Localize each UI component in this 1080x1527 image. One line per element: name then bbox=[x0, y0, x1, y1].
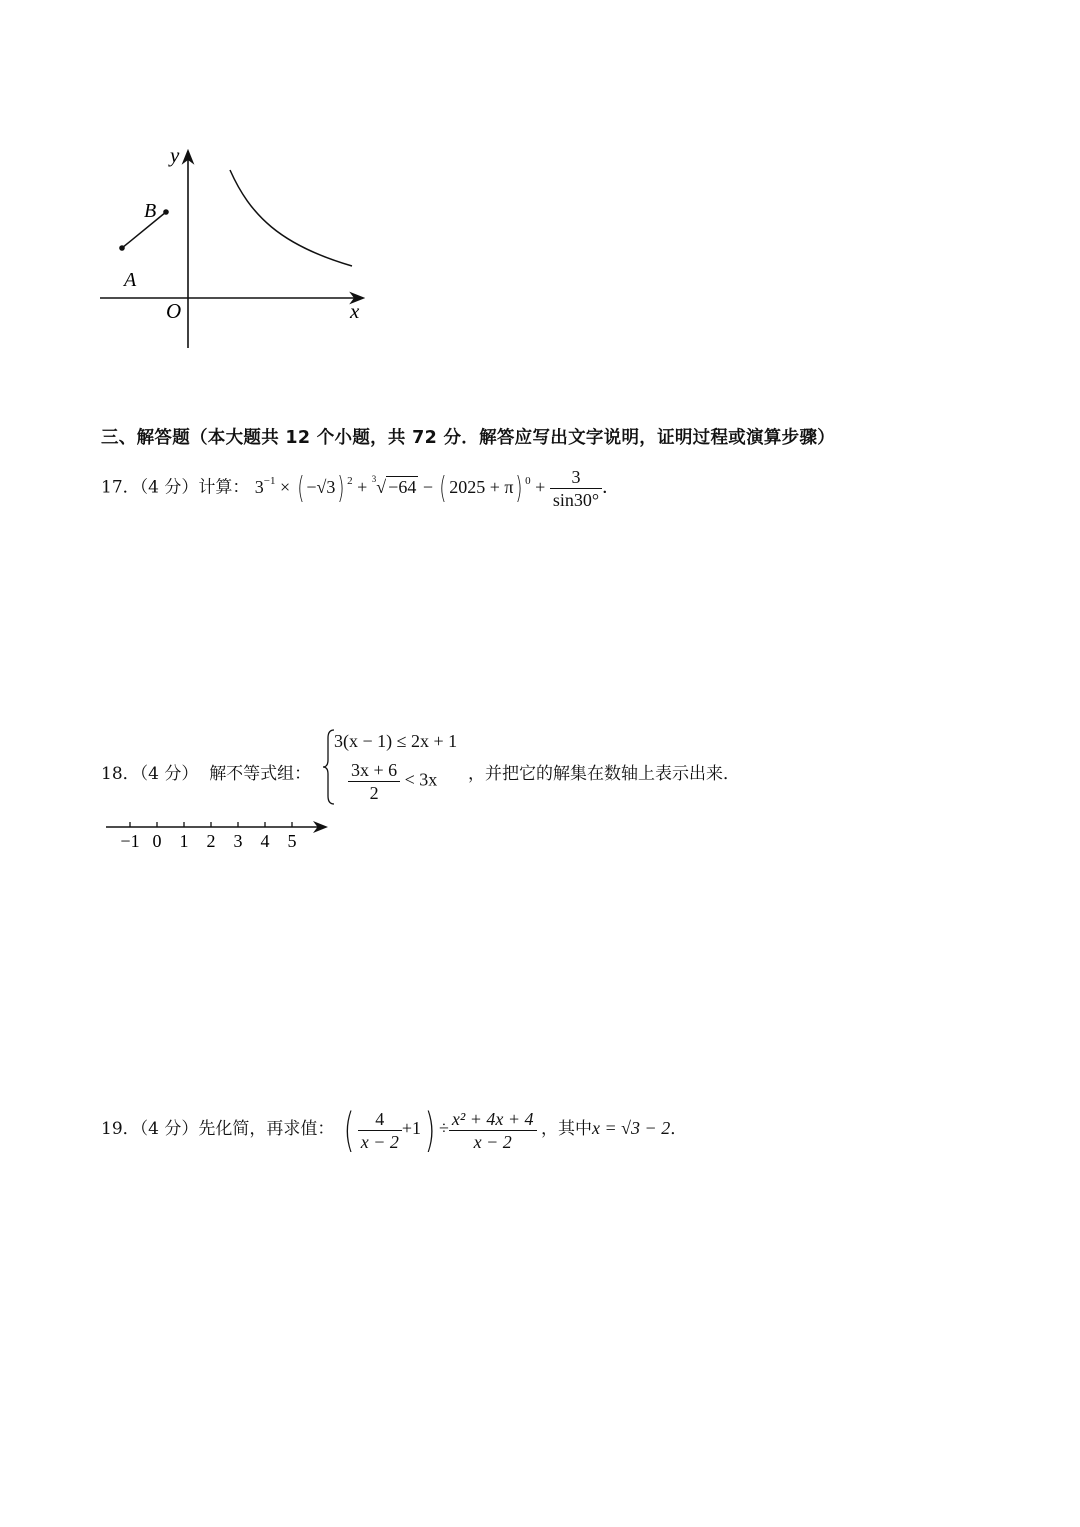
q19-frac2-num: x² + 4x + 4 bbox=[449, 1108, 537, 1131]
hyperbola-curve bbox=[230, 170, 352, 266]
q17-minus: − bbox=[422, 476, 433, 497]
q17-score: （4 分） bbox=[139, 477, 199, 498]
q17-lead: 计算： bbox=[198, 477, 250, 498]
q17-expression: $3^{-1}$ × ( −√3) $^2$ + $^3$√ −64 − ( 2025 + π) $^0$ + $\frac{3}{\sin 30^\circ}$ ． bbox=[254, 467, 621, 510]
point-b bbox=[163, 209, 169, 215]
q17-exp0: 0 bbox=[525, 474, 531, 487]
q18-ineq2-den: 2 bbox=[369, 783, 379, 803]
number-line-tick-label: 4 bbox=[260, 831, 270, 851]
q17-base: 3 bbox=[254, 476, 264, 497]
q18-ineq2-rhs: < 3x bbox=[404, 769, 438, 790]
point-b-label: B bbox=[144, 200, 157, 222]
number-line-tick-label: 0 bbox=[152, 831, 162, 851]
q18-score: （4 分） bbox=[139, 764, 199, 784]
point-a bbox=[119, 245, 125, 251]
q17-cube-index: 3 bbox=[371, 473, 377, 484]
coordinate-graph bbox=[90, 140, 380, 355]
q17-frac-den: sin30° bbox=[552, 490, 600, 510]
q19-frac2-den: x − 2 bbox=[473, 1131, 512, 1152]
q19-value: x = √3 − 2 bbox=[592, 1118, 671, 1139]
q19-fraction-2 bbox=[449, 1108, 537, 1153]
q17-fraction bbox=[550, 466, 602, 511]
question-19 bbox=[101, 1103, 687, 1157]
q19-div: ÷ bbox=[438, 1118, 449, 1139]
q17-exp2: 2 bbox=[347, 474, 353, 487]
y-axis-label: y bbox=[170, 143, 180, 167]
number-line bbox=[100, 815, 335, 855]
q19-mid: ，其中 bbox=[541, 1119, 593, 1140]
q19-frac1-den: x − 2 bbox=[360, 1131, 399, 1152]
q18-tail: ，并把它的解集在数轴上表示出来． bbox=[468, 764, 740, 784]
q18-number: 18． bbox=[101, 764, 140, 784]
q17-plus2: + bbox=[535, 476, 546, 497]
number-line-tick-label: 1 bbox=[179, 831, 189, 851]
q19-end: ． bbox=[670, 1119, 688, 1140]
q17-frac-num: 3 bbox=[550, 466, 602, 489]
q17-exp-neg1: −1 bbox=[263, 474, 276, 487]
q19-frac1-num: 4 bbox=[358, 1108, 402, 1131]
q17-number: 17． bbox=[101, 477, 140, 498]
q17-plus1: + bbox=[357, 476, 368, 497]
point-a-label: A bbox=[124, 269, 137, 291]
origin-label: O bbox=[166, 299, 182, 323]
q18-inequality-2 bbox=[348, 759, 437, 804]
number-line-tick-label: −1 bbox=[120, 831, 140, 851]
q17-cube-radicand: −64 bbox=[388, 476, 417, 497]
number-line-tick-label: 2 bbox=[206, 831, 216, 851]
q18-ineq2-num: 3x + 6 bbox=[348, 759, 400, 782]
q17-neg-sqrt3: −√3 bbox=[306, 476, 336, 497]
section-heading: 三、解答题（本大题共 12 个小题，共 72 分．解答应写出文字说明，证明过程或演算步骤） bbox=[101, 428, 836, 448]
q17-paren-inner: 2025 + π bbox=[449, 476, 514, 497]
q17-end: ． bbox=[602, 476, 621, 497]
q18-ineq2-fraction bbox=[348, 759, 400, 804]
q19-plus-one: +1 bbox=[401, 1118, 422, 1139]
q19-number: 19． bbox=[101, 1119, 140, 1140]
number-line-tick-label: 3 bbox=[233, 831, 243, 851]
q19-fraction-1 bbox=[358, 1108, 402, 1153]
q17-times: × bbox=[280, 476, 291, 497]
question-18 bbox=[101, 759, 311, 784]
q19-score: （4 分） bbox=[139, 1119, 199, 1140]
q18-lead: 解不等式组： bbox=[209, 764, 312, 784]
q18-inequality-1: 3(x − 1) ≤ 2x + 1 bbox=[334, 731, 458, 751]
question-17 bbox=[101, 466, 620, 511]
q19-lead: 先化简，再求值： bbox=[198, 1119, 335, 1140]
number-line-tick-label: 5 bbox=[287, 831, 297, 851]
x-axis-label: x bbox=[350, 299, 360, 323]
q19-expression: ( $\frac{4}{x - 2}$ +1) ÷ $\frac{\text{x² + 4x + 4}}{x - 2}$ bbox=[340, 1118, 541, 1138]
